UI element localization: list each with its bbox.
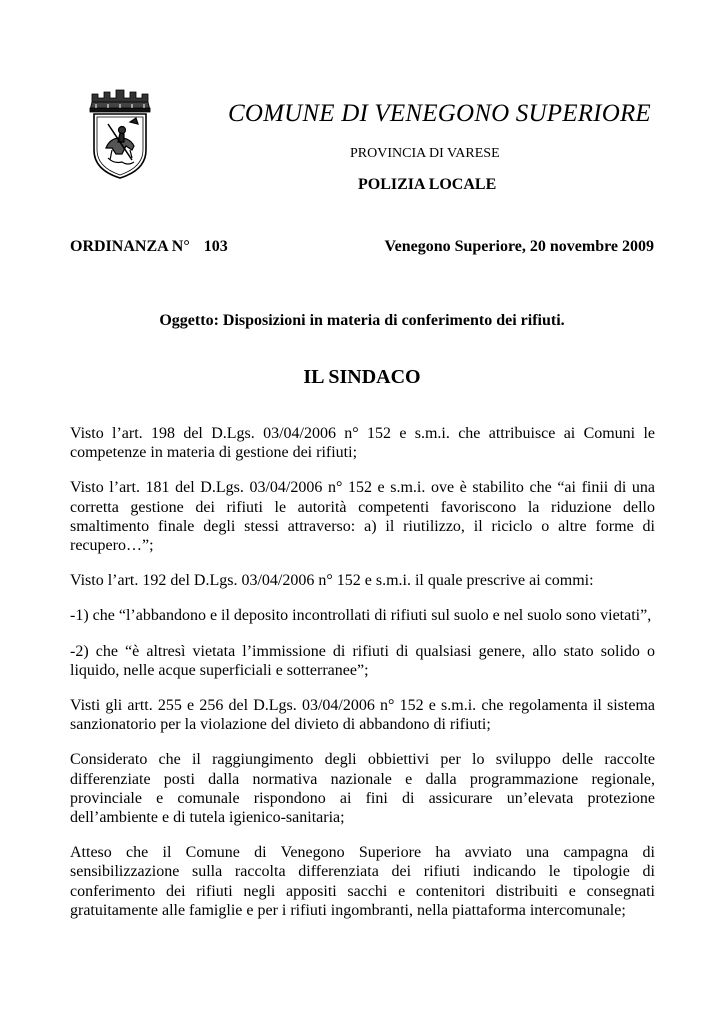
province-name: PROVINCIA DI VARESE	[350, 146, 500, 161]
document-body	[70, 424, 655, 936]
municipal-crest-icon	[82, 88, 158, 180]
paragraph: Visto l’art. 198 del D.Lgs. 03/04/2006 n° 152 e s.m.i. che attribuisce ai Comuni le competenze in materia di gestione dei rifiuti;	[70, 425, 655, 462]
paragraph: Atteso che il Comune di Venegono Superiore ha avviato una campagna di sensibilizzazione sulla raccolta differenziata dei rifiuti indicando le tipologie di conferimento dei rifiuti negli appositi sacchi e contenitori distribuiti e consegnati gratuitamente alle famiglie e per i rifiuti ingombranti, nella piattaforma intercomunale;	[70, 844, 655, 919]
paragraph: Considerato che il raggiungimento degli obbiettivi per lo sviluppo delle raccolte differenziate posti dalla normativa nazionale e dalla programmazione regionale, provinciale e comunale rispondono ai fini di assicurare un’elevata protezione dell’ambiente e di tutela igienico-sanitaria;	[70, 751, 655, 827]
department-name: POLIZIA LOCALE	[358, 176, 497, 193]
ordinance-label: ORDINANZA N°	[70, 238, 190, 255]
paragraph: Visti gli artt. 255 e 256 del D.Lgs. 03/04/2006 n° 152 e s.m.i. che regolamenta il sistema sanzionatorio per la violazione del divieto di abbandono di rifiuti;	[70, 697, 655, 734]
paragraph: -2) che “è altresì vietata l’immissione di rifiuti di qualsiasi genere, allo stato solido o liquido, nelle acque superficiali e sotterranee”;	[70, 642, 655, 679]
paragraph: Visto l’art. 192 del D.Lgs. 03/04/2006 n° 152 e s.m.i. il quale prescrive ai commi:	[70, 572, 594, 590]
municipality-name: COMUNE DI VENEGONO SUPERIORE	[228, 100, 651, 127]
paragraph: -1) che “l’abbandono e il deposito incontrollati di rifiuti sul suolo e nel suolo sono vietati”,	[70, 607, 652, 625]
subject-line: Oggetto: Disposizioni in materia di conferimento dei rifiuti.	[159, 312, 565, 329]
ordinance-number: 103	[203, 238, 228, 255]
document-title: IL SINDACO	[303, 366, 421, 388]
paragraph: Visto l’art. 181 del D.Lgs. 03/04/2006 n° 152 e s.m.i. ove è stabilito che “ai finii di una corretta gestione dei rifiuti le autorità competenti favoriscono la riduzione dello smaltimento finale degli stessi attraverso: a) il riutilizzo, il riciclo o altre forme di recupero…”;	[70, 479, 655, 555]
place-and-date: Venegono Superiore, 20 novembre 2009	[384, 238, 654, 255]
ordinance-reference	[70, 238, 228, 256]
